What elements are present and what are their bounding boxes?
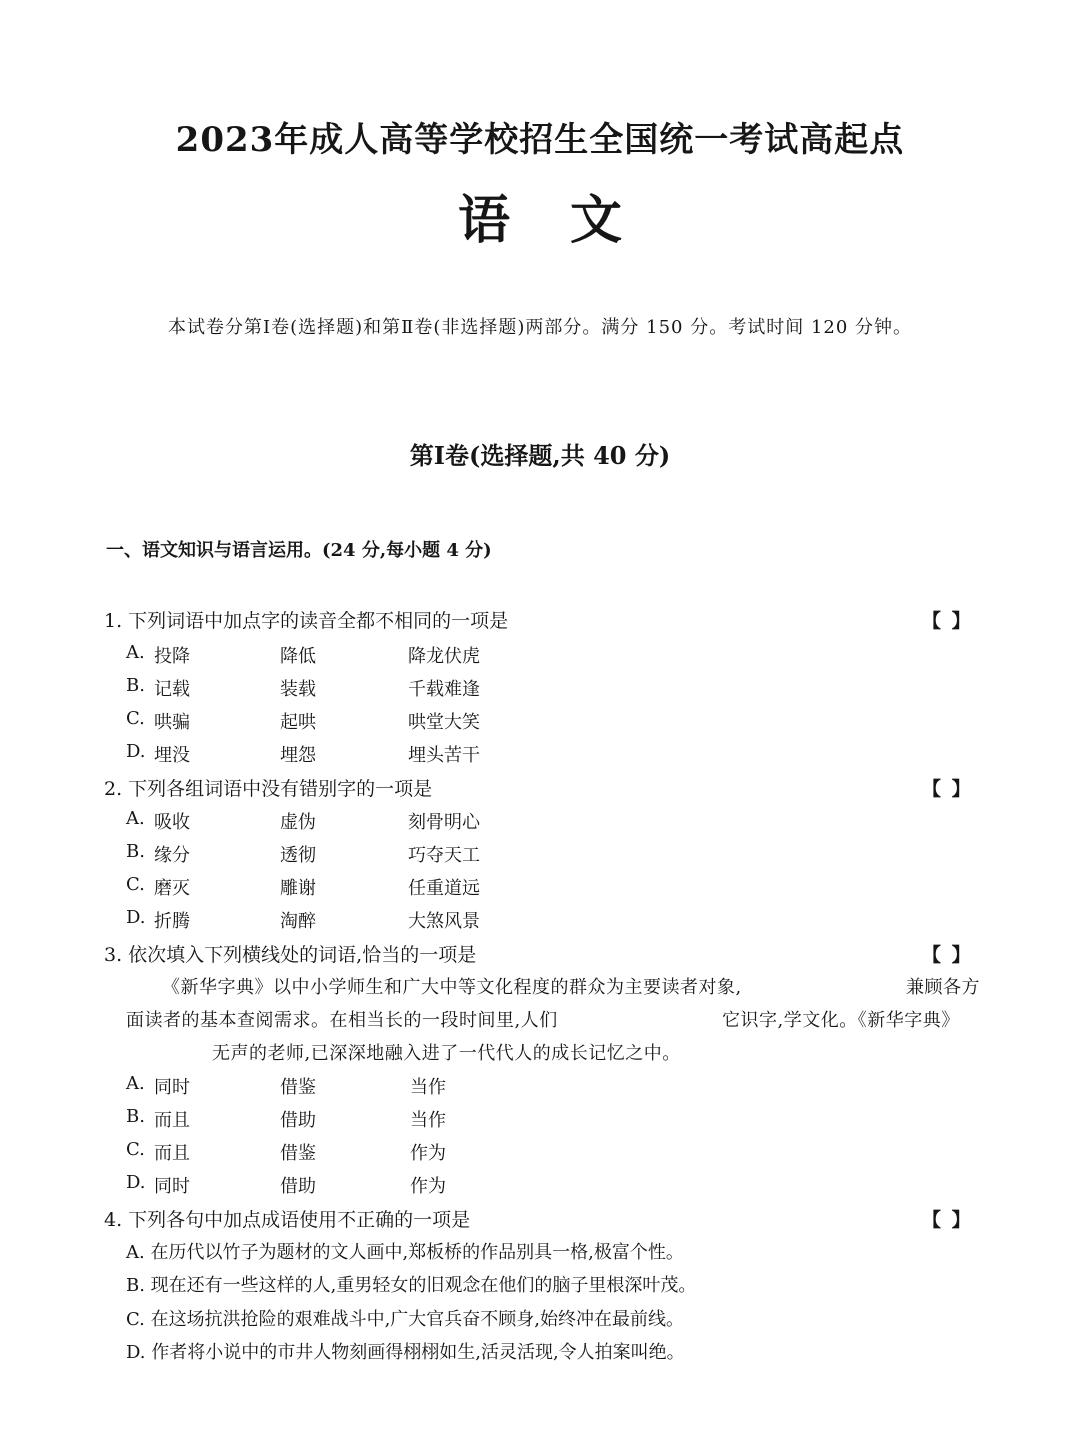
question-4-option-d: D. 作者将小说中的市井人物刻画得栩栩如生,活灵活现,令人拍案叫绝。 <box>126 1342 685 1363</box>
question-3-passage-line-2b: 它识字,学文化。《新华字典》 <box>722 1010 960 1031</box>
question-1-option-d: D. 埋没 埋怨 埋头苦干 <box>126 741 480 766</box>
question-3-option-d: D. 同时 借助 作为 <box>126 1172 446 1197</box>
question-1-stem: 1. 下列词语中加点字的读音全都不相同的一项是 <box>104 610 509 632</box>
subject-title: 语文 <box>457 190 682 251</box>
question-4-option-c: C. 在这场抗洪抢险的艰难战斗中,广大官兵奋不顾身,始终冲在最前线。 <box>126 1309 685 1330</box>
question-4-option-b: B. 现在还有一些这样的人,重男轻女的旧观念在他们的脑子里根深叶茂。 <box>126 1275 697 1296</box>
question-4-option-a: A. 在历代以竹子为题材的文人画中,郑板桥的作品别具一格,极富个性。 <box>126 1242 684 1263</box>
exam-intro: 本试卷分第Ⅰ卷(选择题)和第Ⅱ卷(非选择题)两部分。满分 150 分。考试时间 120 分钟。 <box>167 317 913 338</box>
question-2-answer-bracket[interactable]: 【 】 <box>922 778 973 800</box>
section-one-title: 一、语文知识与语言运用。(24 分,每小题 4 分) <box>106 540 492 561</box>
question-1-option-b: B. 记载 装载 千载难逢 <box>126 675 480 700</box>
question-3-passage-line-3: 无声的老师,已深深地融入进了一代代人的成长记忆之中。 <box>212 1043 681 1064</box>
question-2-option-c: C. 磨灭 雕谢 任重道远 <box>126 874 480 899</box>
question-2-stem: 2. 下列各组词语中没有错别字的一项是 <box>104 778 433 800</box>
question-3-passage-line-1b: 兼顾各方 <box>906 977 980 998</box>
question-3-answer-bracket[interactable]: 【 】 <box>922 944 973 966</box>
question-1-answer-bracket[interactable]: 【 】 <box>922 610 973 632</box>
part-one-title: 第Ⅰ卷(选择题,共 40 分) <box>409 441 671 470</box>
question-2-option-a: A. 吸收 虚伪 刻骨明心 <box>126 808 480 833</box>
question-2-option-d: D. 折腾 淘醉 大煞风景 <box>126 907 480 932</box>
question-4-stem: 4. 下列各句中加点成语使用不正确的一项是 <box>104 1209 471 1231</box>
exam-title: 2023年成人高等学校招生全国统一考试高起点 <box>175 120 905 160</box>
question-3-option-b: B. 而且 借助 当作 <box>126 1106 446 1131</box>
question-3-passage-line-1a: 《新华字典》以中小学师生和广大中等文化程度的群众为主要读者对象, <box>162 977 742 998</box>
question-1-option-a: A. 投降 降低 降龙伏虎 <box>126 642 480 667</box>
question-3-passage-line-2a: 面读者的基本查阅需求。在相当长的一段时间里,人们 <box>126 1010 558 1031</box>
question-3-option-c: C. 而且 借鉴 作为 <box>126 1139 446 1164</box>
question-4-answer-bracket[interactable]: 【 】 <box>922 1209 973 1231</box>
question-1-option-c: C. 哄骗 起哄 哄堂大笑 <box>126 708 480 733</box>
question-2-option-b: B. 缘分 透彻 巧夺天工 <box>126 841 480 866</box>
question-3-stem: 3. 依次填入下列横线处的词语,恰当的一项是 <box>104 944 477 966</box>
question-3-option-a: A. 同时 借鉴 当作 <box>126 1073 446 1098</box>
